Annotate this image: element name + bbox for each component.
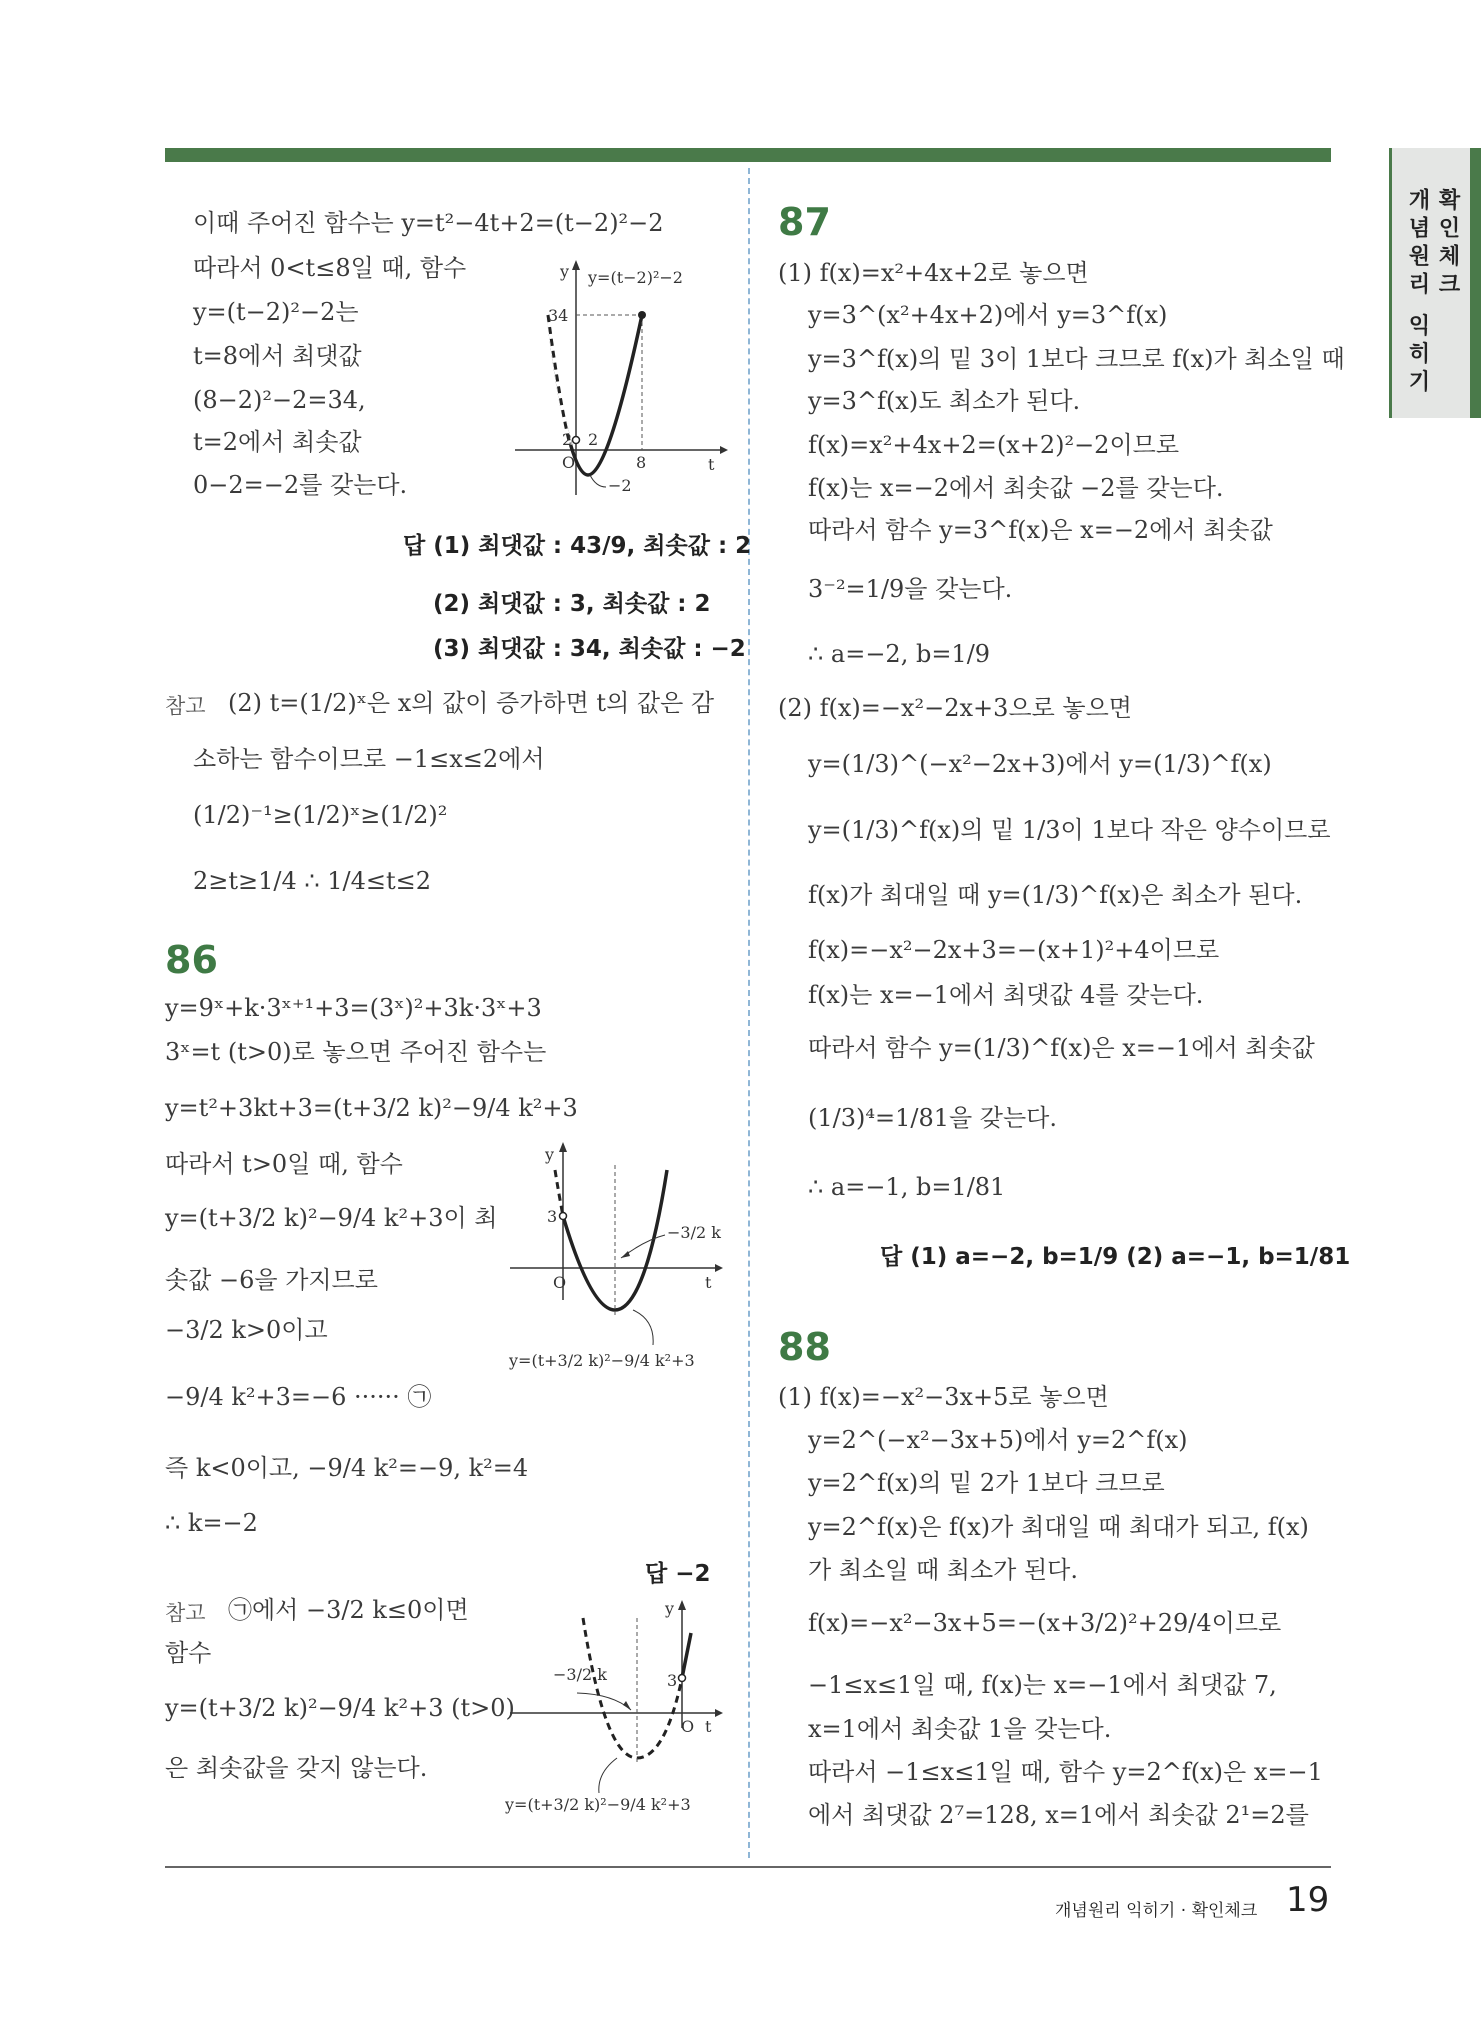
- text-line: y=3^f(x)도 최소가 된다.: [808, 387, 1081, 415]
- graph2-t-label: t: [705, 1273, 712, 1292]
- text-line: (1) f(x)=x²+4x+2로 놓으면: [778, 259, 1089, 287]
- side-tab-accent-strip: [1470, 148, 1481, 418]
- text-line: y=2^(−x²−3x+5)에서 y=2^f(x): [808, 1426, 1188, 1454]
- text-line: −9/4 k²+3=−6 ······ ㉠: [165, 1383, 432, 1411]
- column-divider: [748, 168, 750, 1858]
- parabola-graph-2: [505, 1140, 735, 1380]
- parabola-graph-1: [510, 255, 730, 495]
- answer-85-line3: (3) 최댓값 : 34, 최솟값 : −2: [433, 636, 746, 662]
- text-line: 솟값 −6을 가지므로: [165, 1266, 378, 1294]
- graph3-equation: y=(t+3/2 k)²−9/4 k²+3: [505, 1795, 691, 1814]
- graph2-origin: O: [553, 1273, 567, 1292]
- text-line: 따라서 함수 y=3^f(x)은 x=−2에서 최솟값: [808, 516, 1273, 544]
- graph3-tick-3: 3: [667, 1671, 678, 1690]
- text-line: 이때 주어진 함수는 y=t²−4t+2=(t−2)²−2: [193, 209, 664, 237]
- text-line: y=2^f(x)의 밑 2가 1보다 크므로: [808, 1469, 1165, 1497]
- problem-number-86: 86: [165, 938, 218, 982]
- text-line: y=2^f(x)은 f(x)가 최대일 때 최대가 되고, f(x): [808, 1513, 1309, 1541]
- graph1-t-label: t: [708, 455, 715, 474]
- text-line: 즉 k<0이고, −9/4 k²=−9, k²=4: [165, 1454, 529, 1482]
- graph3-origin: O: [681, 1717, 695, 1736]
- graph1-equation: y=(t−2)²−2: [588, 268, 683, 287]
- text-line: y=t²+3kt+3=(t+3/2 k)²−9/4 k²+3: [165, 1094, 578, 1122]
- text-line: y=9ˣ+k·3ˣ⁺¹+3=(3ˣ)²+3k·3ˣ+3: [165, 994, 542, 1022]
- text-line: y=3^f(x)의 밑 3이 1보다 크므로 f(x)가 최소일 때: [808, 345, 1345, 373]
- graph3-vertex-label: −3/2 k: [553, 1665, 607, 1684]
- answer-86: 답 −2: [645, 1561, 711, 1587]
- text-line: 0−2=−2를 갖는다.: [193, 471, 408, 499]
- text-line: t=8에서 최댓값: [193, 342, 362, 370]
- text-line: (1/3)⁴=1/81을 갖는다.: [808, 1104, 1057, 1132]
- text-line: 3⁻²=1/9을 갖는다.: [808, 575, 1013, 603]
- graph1-tick-2a: 2: [562, 430, 573, 449]
- text-line: 따라서 t>0일 때, 함수: [165, 1150, 403, 1178]
- answer-85-line1: 답 (1) 최댓값 : 43/9, 최솟값 : 2: [403, 533, 752, 559]
- graph1-tick-8: 8: [636, 453, 647, 472]
- text-line: y=(t−2)²−2는: [193, 298, 359, 326]
- problem-number-88: 88: [778, 1325, 831, 1369]
- text-line: f(x)는 x=−1에서 최댓값 4를 갖는다.: [808, 981, 1204, 1009]
- text-line: ∴ a=−1, b=1/81: [808, 1173, 1006, 1201]
- note-text: ㉠에서 −3/2 k≤0이면: [228, 1596, 469, 1624]
- graph3-y-label: y: [665, 1599, 675, 1618]
- side-tab-title: 개념원리 익히기: [1405, 188, 1430, 398]
- footer-label: 개념원리 익히기 · 확인체크: [1055, 1901, 1258, 1921]
- text-line: f(x)=x²+4x+2=(x+2)²−2이므로: [808, 431, 1180, 459]
- text-line: (8−2)²−2=34,: [193, 386, 366, 414]
- text-line: y=(t+3/2 k)²−9/4 k²+3이 최: [165, 1204, 498, 1232]
- parabola-graph-3: [505, 1598, 735, 1838]
- text-line: −1≤x≤1일 때, f(x)는 x=−1에서 최댓값 7,: [808, 1671, 1277, 1699]
- note-text: (2) t=(1/2)ˣ은 x의 값이 증가하면 t의 값은 감: [228, 689, 715, 717]
- page-number: 19: [1286, 1880, 1330, 1920]
- note-text: 소하는 함수이므로 −1≤x≤2에서: [193, 745, 545, 773]
- text-line: (2) f(x)=−x²−2x+3으로 놓으면: [778, 694, 1132, 722]
- problem-number-87: 87: [778, 200, 831, 244]
- note-text: y=(t+3/2 k)²−9/4 k²+3 (t>0): [165, 1694, 515, 1722]
- text-line: f(x)=−x²−2x+3=−(x+1)²+4이므로: [808, 936, 1220, 964]
- text-line: y=(1/3)^(−x²−2x+3)에서 y=(1/3)^f(x): [808, 750, 1272, 778]
- section-side-tab: [1389, 148, 1481, 418]
- top-header-bar: [165, 148, 1331, 162]
- graph1-origin: O: [562, 453, 576, 472]
- text-line: 가 최소일 때 최소가 된다.: [808, 1556, 1078, 1584]
- graph1-tick-neg2: −2: [608, 476, 632, 495]
- text-line: y=3^(x²+4x+2)에서 y=3^f(x): [808, 301, 1168, 329]
- note-label: 참고: [165, 694, 206, 718]
- text-line: 에서 최댓값 2⁷=128, x=1에서 최솟값 2¹=2를: [808, 1801, 1309, 1829]
- graph2-equation: y=(t+3/2 k)²−9/4 k²+3: [509, 1351, 695, 1370]
- graph2-y-label: y: [545, 1145, 555, 1164]
- footer-rule: [165, 1866, 1331, 1868]
- note-text: 은 최솟값을 갖지 않는다.: [165, 1754, 428, 1782]
- text-line: t=2에서 최솟값: [193, 428, 362, 456]
- graph1-tick-2b: 2: [588, 430, 599, 449]
- text-line: y=(1/3)^f(x)의 밑 1/3이 1보다 작은 양수이므로: [808, 816, 1331, 844]
- text-line: −3/2 k>0이고: [165, 1316, 328, 1344]
- note-label: 참고: [165, 1601, 206, 1625]
- answer-87: 답 (1) a=−2, b=1/9 (2) a=−1, b=1/81: [880, 1244, 1351, 1270]
- graph2-tick-3: 3: [547, 1207, 558, 1226]
- graph1-tick-34: 34: [548, 306, 569, 325]
- note-text: 함수: [165, 1639, 212, 1667]
- graph3-t-label: t: [705, 1717, 712, 1736]
- side-tab-subtitle: 확인체크: [1435, 188, 1460, 300]
- text-line: f(x)는 x=−2에서 최솟값 −2를 갖는다.: [808, 474, 1224, 502]
- text-line: (1) f(x)=−x²−3x+5로 놓으면: [778, 1383, 1109, 1411]
- graph2-vertex-label: −3/2 k: [667, 1223, 721, 1242]
- text-line: ∴ k=−2: [165, 1509, 258, 1537]
- text-line: x=1에서 최솟값 1을 갖는다.: [808, 1715, 1112, 1743]
- text-line: 3ˣ=t (t>0)로 놓으면 주어진 함수는: [165, 1038, 547, 1066]
- text-line: 따라서 0<t≤8일 때, 함수: [193, 254, 467, 282]
- text-line: 따라서 −1≤x≤1일 때, 함수 y=2^f(x)은 x=−1: [808, 1758, 1323, 1786]
- graph1-y-label: y: [560, 262, 570, 281]
- text-line: 따라서 함수 y=(1/3)^f(x)은 x=−1에서 최솟값: [808, 1034, 1315, 1062]
- text-line: f(x)가 최대일 때 y=(1/3)^f(x)은 최소가 된다.: [808, 881, 1303, 909]
- answer-85-line2: (2) 최댓값 : 3, 최솟값 : 2: [433, 591, 711, 617]
- note-text: (1/2)⁻¹≥(1/2)ˣ≥(1/2)²: [193, 801, 448, 829]
- text-line: ∴ a=−2, b=1/9: [808, 640, 991, 668]
- text-line: f(x)=−x²−3x+5=−(x+3/2)²+29/4이므로: [808, 1609, 1282, 1637]
- note-text: 2≥t≥1/4 ∴ 1/4≤t≤2: [193, 867, 432, 895]
